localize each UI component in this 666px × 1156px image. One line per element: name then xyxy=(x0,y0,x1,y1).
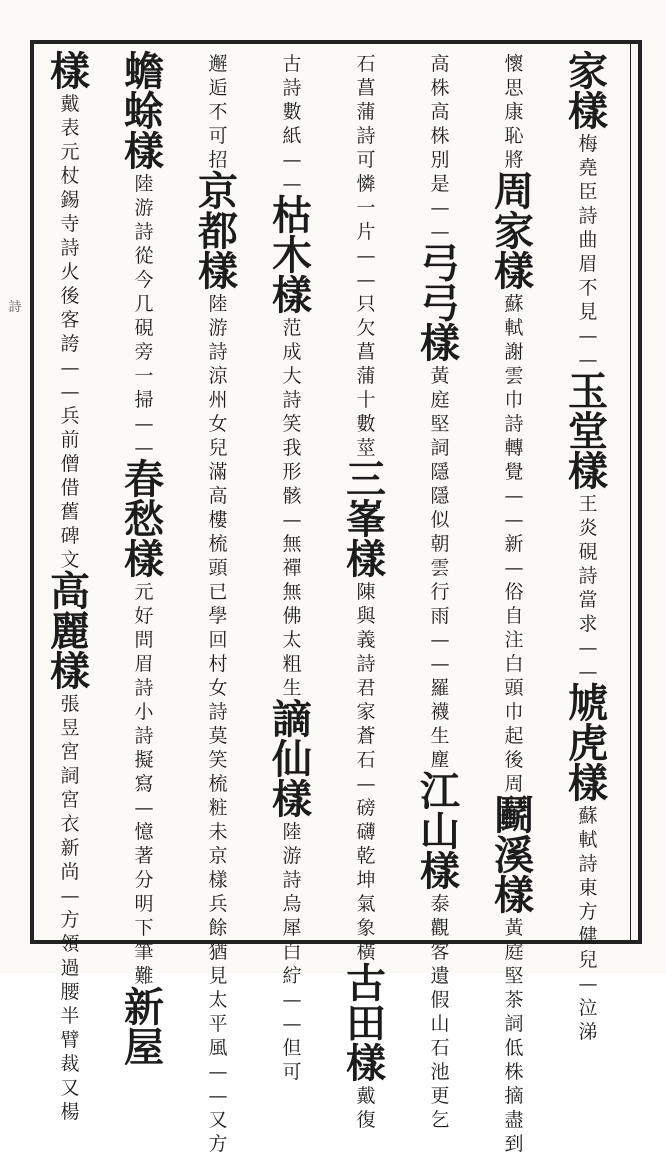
heading-term: 弓 弓 樣 xyxy=(420,240,460,367)
bottom-border xyxy=(30,940,642,944)
heading-term: 枯 木 樣 xyxy=(272,192,312,319)
annotation-text: 范 成 大 詩 笑 我 形 骸 xyxy=(282,317,302,507)
annotation-text: 泰 觀 客 遺 假 xyxy=(430,893,450,1011)
annotation-text: — 無 禪 無 佛 太 粗 生 xyxy=(282,509,302,699)
annotation-text: 梅 堯 臣 詩 曲 眉 xyxy=(578,133,598,275)
annotation-text: 兒 — 泣 涕 xyxy=(578,949,598,1043)
heading-term: 虓 虎 樣 xyxy=(568,680,608,807)
annotation-text: 是 — — xyxy=(430,173,450,243)
annotation-text: 王 炎 硯 詩 當 xyxy=(578,493,598,611)
annotation-text: 石 菖 蒲 詩 可 憐 一 片 xyxy=(356,53,376,243)
heading-term: 江 山 樣 xyxy=(420,768,460,895)
heading-term: 蟾 蜍 樣 xyxy=(124,48,164,175)
annotation-text: 不 見 — — xyxy=(578,277,598,371)
annotation-text: — 憶 著 分 明 下 筆 難 xyxy=(134,797,154,987)
text-column-2 xyxy=(488,52,540,1155)
annotation-text: 恥 將 xyxy=(504,125,524,171)
annotation-text: — 俗 自 注 白 頭 巾 起 後 周 xyxy=(504,557,524,795)
annotation-text: 陸 游 詩 烏 犀 白 xyxy=(282,821,302,963)
text-column-6 xyxy=(192,52,244,1155)
heading-term: 家 樣 xyxy=(568,48,608,135)
annotation-text: 陸 游 詩 從 今 几 硯 xyxy=(134,173,154,339)
heading-term: 樣 xyxy=(50,48,90,95)
annotation-text: — — xyxy=(282,149,302,195)
heading-term: 謫 仙 樣 xyxy=(272,696,312,823)
heading-term: 鬬 溪 樣 xyxy=(494,792,534,919)
annotation-text: 懷 思 康 xyxy=(504,53,524,123)
annotation-text: 黃 庭 堅 詞 隱 隱 似 朝 雲 xyxy=(430,365,450,579)
annotation-text: 元 好 問 眉 詩 小 詩 擬 寫 xyxy=(134,581,154,795)
annotation-text: 戴 xyxy=(356,1085,376,1107)
inner-right-border xyxy=(630,40,631,944)
annotation-text: 黃 庭 堅 茶 詞 xyxy=(504,917,524,1035)
annotation-text: 蘇 軾 謝 雲 巾 詩 轉 覺 — — 新 xyxy=(504,293,524,555)
annotation-text: — — 兵 前 僧 借 舊 碑 文 xyxy=(60,357,80,571)
annotation-text: 求 — — xyxy=(578,613,598,683)
annotation-text: 回 村 女 詩 莫 笑 梳 粧 未 京 樣 兵 餘 猶 見 太 平 風 xyxy=(208,629,228,1059)
text-column-8 xyxy=(44,48,96,1123)
text-column-5 xyxy=(266,52,318,1083)
text-column-4 xyxy=(340,52,392,1131)
annotation-text: 復 xyxy=(356,1109,376,1131)
text-column-3 xyxy=(414,52,466,1131)
heading-term: 周 家 樣 xyxy=(494,168,534,295)
annotation-text: 陳 與 義 詩 君 家 蒼 石 xyxy=(356,581,376,771)
heading-term: 古 田 樣 xyxy=(346,960,386,1087)
heading-term: 春 愁 樣 xyxy=(124,456,164,583)
annotation-text: 古 詩 數 紙 xyxy=(282,53,302,147)
margin-note: 詩 xyxy=(8,300,22,315)
annotation-text: — — 又 方 xyxy=(208,1061,228,1155)
annotation-text: 旁 一 掃 — — xyxy=(134,341,154,459)
annotation-text: 可 招 xyxy=(208,125,228,171)
heading-term: 新 屋 xyxy=(124,984,164,1071)
text-column-1 xyxy=(562,48,614,1043)
annotation-text: — 方 領 過 腰 半 臂 裁 又 楊 xyxy=(60,885,80,1123)
annotation-text: 行 雨 — — 羅 襪 生 塵 xyxy=(430,581,450,771)
text-column-7 xyxy=(118,48,170,1071)
annotation-text: 陸 游 詩 涼 州 女 兒 滿 高 樓 梳 頭 已 學 xyxy=(208,293,228,627)
heading-term: 京 都 樣 xyxy=(198,168,238,295)
annotation-text: 紵 — — 但 可 xyxy=(282,965,302,1083)
heading-term: 高 麗 樣 xyxy=(50,568,90,695)
left-border xyxy=(30,40,34,944)
top-border xyxy=(30,40,642,44)
annotation-text: 戴 表 元 杖 錫 寺 詩 火 後 客 誇 xyxy=(60,93,80,355)
annotation-text: 低 株 摘 盡 到 xyxy=(504,1037,524,1155)
annotation-text: — 磅 礴 乾 坤 氣 象 橫 xyxy=(356,773,376,963)
annotation-text: 張 昱 宮 詞 宮 衣 新 尚 xyxy=(60,693,80,883)
annotation-text: 蘇 軾 詩 東 方 健 xyxy=(578,805,598,947)
heading-term: 三 峯 樣 xyxy=(346,456,386,583)
annotation-text: 山 石 池 更 乞 xyxy=(430,1013,450,1131)
annotation-text: — — 只 欠 菖 蒲 十 數 莖 xyxy=(356,245,376,459)
annotation-text: 邂 逅 不 xyxy=(208,53,228,123)
heading-term: 玉 堂 樣 xyxy=(568,368,608,495)
right-border xyxy=(638,40,642,944)
annotation-text: 高 株 高 株 別 xyxy=(430,53,450,171)
